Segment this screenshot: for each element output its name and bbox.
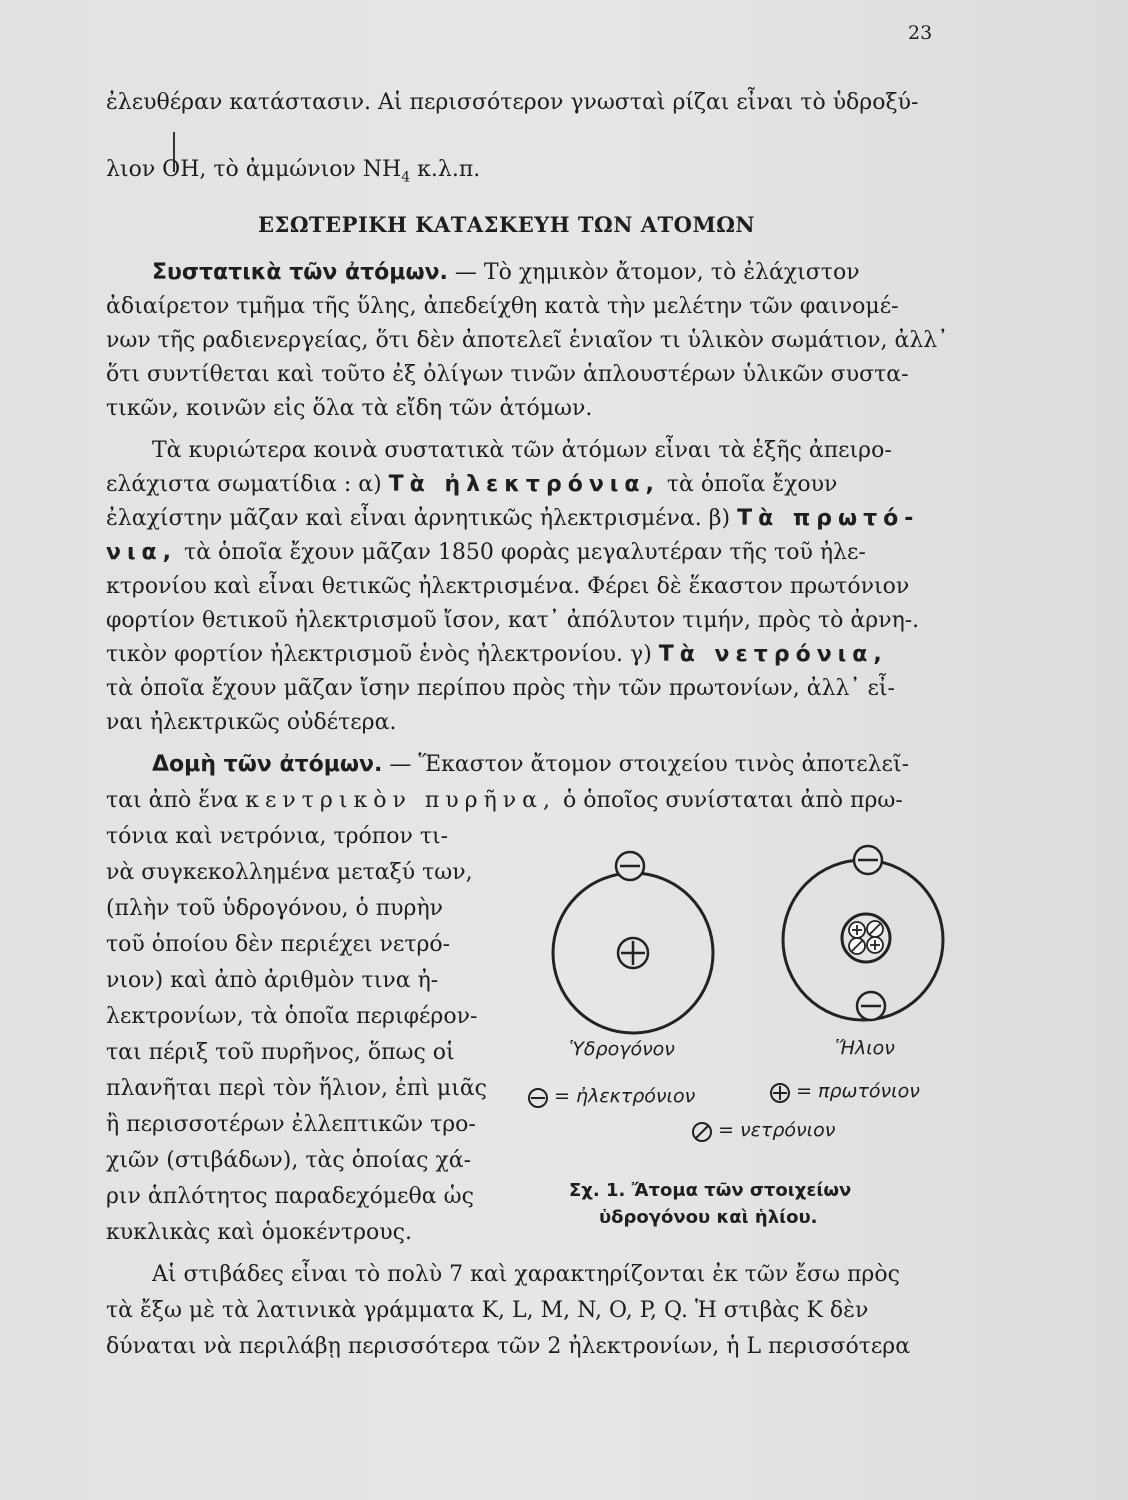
text-line: τοῦ ὁποίου δὲν περιέχει νετρό- [106,932,451,957]
text-line: τὰ ὁποῖα ἔχουν μᾶζαν ἴσην περίπου πρὸς τὴν τῶν πρωτονίων, ἀλλ᾽ εἶ- [106,676,895,701]
electron-icon [616,852,644,880]
page-number: 23 [908,22,933,44]
atom-figure [525,835,955,1235]
paragraph-first-line: Συστατικὰ τῶν ἀτόμων. — Τὸ χημικὸν ἄτομον, τὸ ἐλάχιστον [152,260,860,285]
text-line: δύναται νὰ περιλάβῃ περισσότερα τῶν 2 ἠλεκτρονίων, ἡ L περισσότερα [106,1334,911,1359]
text-line: νια, τὰ ὁποῖα ἔχουν μᾶζαν 1850 φορὰς μεγαλυτέραν τῆς τοῦ ἠλε- [106,540,866,565]
legend-neutron: = νετρόνιον [691,1119,835,1143]
text-line: ἐλαχίστην μᾶζαν καὶ εἶναι ἀρνητικῶς ἠλεκτρισμένα. β) Τὰ πρωτό- [106,506,920,531]
text-line: Τὰ κυριώτερα κοινὰ συστατικὰ τῶν ἀτόμων εἶναι τὰ ἑξῆς ἀπειρο- [152,438,892,463]
text-line: ριν ἁπλότητος παραδεχόμεθα ὡς [106,1184,474,1209]
text-line: λιον ΟΗ, τὸ ἀμμώνιον $NH_4$ κ.λ.π. [106,157,481,186]
helium-nucleus-icon [842,914,890,962]
legend-proton: = πρωτόνιον [769,1080,920,1104]
figure-caption: Σχ. 1. Ἄτομα τῶν στοιχείων [569,1180,852,1201]
section-heading: ΕΣΩΤΕΡΙΚΗ ΚΑΤΑΣΚΕΥΗ ΤΩΝ ΑΤΟΜΩΝ [258,212,756,237]
hydrogen-atom-diagram [553,852,713,1033]
legend-electron: = ἠλεκτρόνιον [527,1085,695,1109]
figure-caption: ὑδρογόνου καὶ ἡλίου. [599,1207,818,1228]
text-line: ἢ περισσοτέρων ἐλλεπτικῶν τρο- [106,1112,476,1137]
text-line: Αἱ στιβάδες εἶναι τὸ πολὺ 7 καὶ χαρακτηρίζονται ἐκ τῶν ἔσω πρὸς [152,1262,900,1287]
text-line: τὰ ἔξω μὲ τὰ λατινικὰ γράμματα K, L, M, N, O, P, Q. Ἡ στιβὰς K δὲν [106,1298,869,1323]
proton-icon [618,938,648,968]
atom-diagrams [525,835,955,1065]
text-line: λεκτρονίων, τὰ ὁποῖα περιφέρον- [106,1004,478,1029]
text-line: τικῶν, κοινῶν εἰς ὅλα τὰ εἴδη τῶν ἀτόμων. [106,396,593,421]
text-line: πλανῆται περὶ τὸν ἥλιον, ἐπὶ μιᾶς [106,1076,487,1101]
text-line: ἀδιαίρετον τμῆμα τῆς ὕλης, ἀπεδείχθη κατὰ τὴν μελέτην τῶν φαινομέ- [106,294,899,319]
electron-icon [527,1087,549,1109]
text-line: κτρονίου καὶ εἶναι θετικῶς ἠλεκτρισμένα. Φέρει δὲ ἕκαστον πρωτόνιον [106,574,910,599]
hydrogen-label: Ὑδρογόνον [569,1038,675,1060]
electron-icon [857,992,885,1020]
text-line: τικὸν φορτίον ἠλεκτρισμοῦ ἑνὸς ἠλεκτρονίου. γ) Τὰ νετρόνια, [106,642,888,667]
run-in-title: Δομὴ τῶν ἀτόμων. [152,752,383,777]
text-line: ται ἀπὸ ἕνα κεντρικὸν πυρῆνα, ὁ ὁποῖος συνίσταται ἀπὸ πρω- [106,788,903,813]
text-line: ἐλευθέραν κατάστασιν. Αἱ περισσότερον γνωσταὶ ρίζαι εἶναι τὸ ὑδροξύ- [106,90,919,115]
text-line: τόνια καὶ νετρόνια, τρόπον τι- [106,824,449,849]
text-line: (πλὴν τοῦ ὑδρογόνου, ὁ πυρὴν [106,896,444,921]
neutron-icon [691,1121,713,1143]
text-line: νων τῆς ραδιενεργείας, ὅτι δὲν ἀποτελεῖ ἑνιαῖον τι ὑλικὸν σωμάτιον, ἀλλ᾽ [106,328,949,353]
electron-icon [854,846,882,874]
helium-atom-diagram [783,846,943,1020]
text-line: ται πέριξ τοῦ πυρῆνος, ὅπως οἱ [106,1040,455,1065]
helium-label: Ἥλιον [835,1037,895,1059]
run-in-title: Συστατικὰ τῶν ἀτόμων. [152,260,448,285]
text-line: ελάχιστα σωματίδια : α) Τὰ ἠλεκτρόνια, τὰ ὁποῖα ἔχουν [106,472,838,497]
text-line: φορτίον θετικοῦ ἠλεκτρισμοῦ ἴσον, κατ᾽ ἀπόλυτον τιμήν, πρὸς τὸ ἀρνη-. [106,608,920,633]
text-line: ὅτι συντίθεται καὶ τοῦτο ἐξ ὀλίγων τινῶν ἁπλουστέρων ὑλικῶν συστα- [106,362,909,387]
text-line: χιῶν (στιβάδων), τὰς ὁποίας χά- [106,1148,472,1173]
paragraph-first-line: Δομὴ τῶν ἀτόμων. — Ἕκαστον ἄτομον στοιχείου τινὸς ἀποτελεῖ- [152,752,910,777]
text-line: νὰ συγκεκολλημένα μεταξύ των, [106,860,473,885]
text-line: νιον) καὶ ἀπὸ ἀριθμὸν τινα ἠ- [106,968,439,993]
proton-icon [769,1082,791,1104]
text-line: κυκλικὰς καὶ ὁμοκέντρους. [106,1220,412,1245]
text-line: ναι ἠλεκτρικῶς οὐδέτερα. [106,710,397,735]
